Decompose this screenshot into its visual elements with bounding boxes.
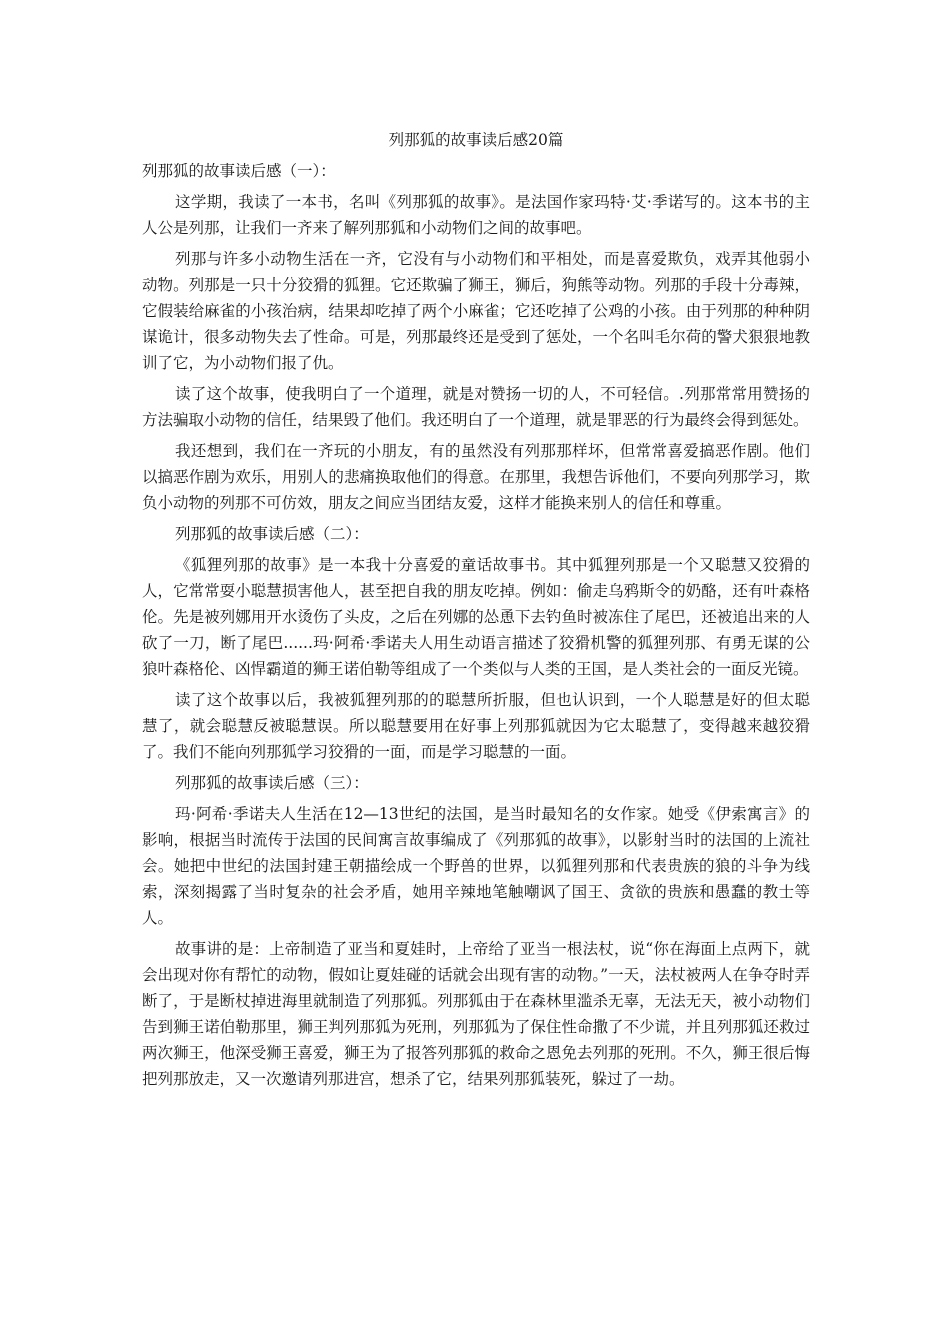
paragraph: 我还想到，我们在一齐玩的小朋友，有的虽然没有列那那样坏，但常常喜爱搞恶作剧。他们以搞恶作剧为欢乐，用别人的悲痛换取他们的得意。在那里，我想告诉他们，不要向列那学习，欺负小动物的列那不可仿效，朋友之间应当团结友爱，这样才能换来别人的信任和尊重。 (142, 442, 810, 512)
paragraph: 《狐狸列那的故事》是一本我十分喜爱的童话故事书。其中狐狸列那是一个又聪慧又狡猾的人，它常常耍小聪慧损害他人，甚至把自我的朋友吃掉。例如：偷走乌鸦斯令的奶酪，还有叶森格伦。先是被列娜用开水烫伤了头皮，之后在列娜的怂恿下去钓鱼时被冻住了尾巴，还被追出来的人砍了一刀，断了尾巴......玛·阿希·季诺夫人用生动语言描述了狡猾机警的狐狸列那、有勇无谋的公狼叶森格伦、凶悍霸道的狮王诺伯勒等组成了一个类似与人类的王国，是人类社会的一面反光镜。 (142, 556, 810, 678)
section-heading: 列那狐的故事读后感（三）： (175, 774, 369, 792)
paragraph: 读了这个故事以后，我被狐狸列那的的聪慧所折服，但也认识到，一个人聪慧是好的但太聪慧了，就会聪慧反被聪慧误。所以聪慧要用在好事上列那狐就因为它太聪慧了，变得越来越狡猾了。我们不能向列那狐学习狡猾的一面，而是学习聪慧的一面。 (142, 691, 810, 761)
section-heading: 列那狐的故事读后感（一）： (142, 162, 336, 180)
document-title: 列那狐的故事读后感20篇 (388, 131, 564, 149)
section-heading: 列那狐的故事读后感（二）： (175, 525, 369, 543)
paragraph: 列那与许多小动物生活在一齐，它没有与小动物们和平相处，而是喜爱欺负，戏弄其他弱小动物。列那是一只十分狡猾的狐狸。它还欺骗了狮王，狮后，狗熊等动物。列那的手段十分毒辣，它假装给麻雀的小孩治病，结果却吃掉了两个小麻雀；它还吃掉了公鸡的小孩。由于列那的种种阴谋诡计，很多动物失去了性命。可是，列那最终还是受到了惩处，一个名叫毛尔荷的警犬狠狠地教训了它，为小动物们报了仇。 (142, 250, 810, 372)
paragraph: 玛·阿希·季诺夫人生活在12—13世纪的法国，是当时最知名的女作家。她受《伊索寓言》的影响，根据当时流传于法国的民间寓言故事编成了《列那狐的故事》，以影射当时的法国的上流社会。她把中世纪的法国封建王朝描绘成一个野兽的世界，以狐狸列那和代表贵族的狼的斗争为线索，深刻揭露了当时复杂的社会矛盾，她用辛辣地笔触嘲讽了国王、贪欲的贵族和愚蠢的教士等人。 (142, 805, 810, 927)
paragraph: 这学期，我读了一本书，名叫《列那狐的故事》。是法国作家玛特·艾·季诺写的。这本书的主人公是列那，让我们一齐来了解列那狐和小动物们之间的故事吧。 (142, 193, 810, 237)
paragraph: 故事讲的是：上帝制造了亚当和夏娃时，上帝给了亚当一根法杖，说“你在海面上点两下，就会出现对你有帮忙的动物，假如让夏娃碰的话就会出现有害的动物。”一天，法杖被两人在争夺时弄断了，于是断杖掉进海里就制造了列那狐。列那狐由于在森林里滥杀无辜，无法无天，被小动物们告到狮王诺伯勒那里，狮王判列那狐为死刑，列那狐为了保住性命撒了不少谎，并且列那狐还救过两次狮王，他深受狮王喜爱，狮王为了报答列那狐的救命之恩免去列那的死刑。不久，狮王很后悔把列那放走，又一次邀请列那进宫，想杀了它，结果列那狐装死，躲过了一劫。 (142, 940, 810, 1088)
paragraph: 读了这个故事，使我明白了一个道理，就是对赞扬一切的人，不可轻信。.列那常常用赞扬的方法骗取小动物的信任，结果毁了他们。我还明白了一个道理，就是罪恶的行为最终会得到惩处。 (142, 385, 810, 429)
document-body (142, 128, 810, 1097)
